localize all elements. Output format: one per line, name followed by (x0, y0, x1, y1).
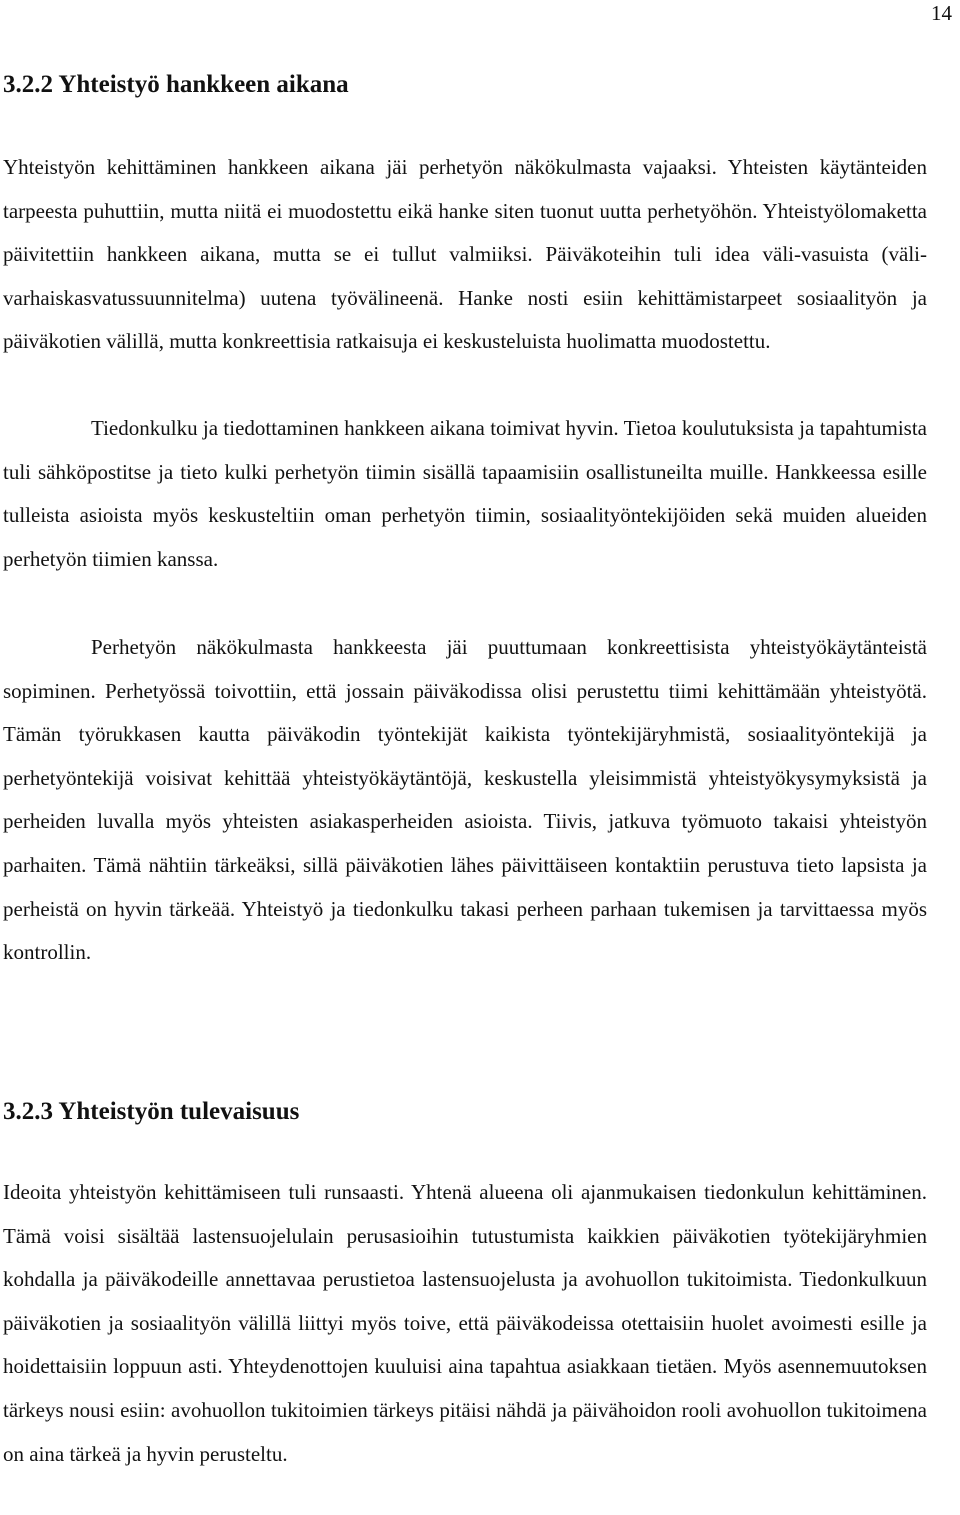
paragraph-ideoita-yhteistyon-kehittamiseen: Ideoita yhteistyön kehittämiseen tuli runsaasti. Yhtenä alueena oli ajanmukaisen tiedonkulun kehittäminen. Tämä voisi sisältää lastensuojelulain perusasioihin tutustumista kaikkien päiväkotien työtekijäryhmien kohdalla ja päiväkodeille annettavaa perustietoa lastensuojelusta ja avohuollon tukitoimista. Tiedonkulkuun päiväkotien ja sosiaalityön välillä liittyi myös toive, että päiväkodeissa otettaisiin huolet avoimesti esille ja hoidettaisiin loppuun asti. Yhteydenottojen kuuluisi aina tapahtua asiakkaan tietäen. Myös asennemuutoksen tärkeys nousi esiin: avohuollon tukitoimien tärkeys pitäisi nähdä ja päivähoidon rooli avohuollon tukitoimena on aina tärkeä ja hyvin perusteltu. (3, 1180, 927, 1466)
paragraph-yhteistyon-kehittaminen: Yhteistyön kehittäminen hankkeen aikana jäi perhetyön näkökulmasta vajaaksi. Yhteisten käytänteiden tarpeesta puhuttiin, mutta niitä ei muodostettu eikä hanke siten tuonut uutta perhetyöhön. Yhteistyölomaketta päivitettiin hankkeen aikana, mutta se ei tullut valmiiksi. Päiväkoteihin tuli idea väli-vasuista (väli-varhaiskasvatussuunnitelma) uutena työvälineenä. Hanke nosti esiin kehittämistarpeet sosiaalityön ja päiväkotien välillä, mutta konkreettisia ratkaisuja ei keskusteluista huolimatta muodostettu. (3, 155, 927, 354)
section-heading-yhteistyo-hankkeen-aikana: 3.2.2 Yhteistyö hankkeen aikana (3, 71, 349, 98)
paragraph-perhetyon-nakokulma: Perhetyön näkökulmasta hankkeesta jäi puuttumaan konkreettisista yhteistyökäytänteistä sopiminen. Perhetyössä toivottiin, että jossain päiväkodissa olisi perustettu tiimi kehittämään yhteistyötä. Tämän työrukkasen kautta päiväkodin työntekijät kaikista työntekijäryhmistä, sosiaalityöntekijä ja perhetyöntekijä voisivat kehittää yhteistyökäytäntöjä, keskustella yleisimmistä yhteistyökysymyksistä ja perheiden luvalla myös yhteisten asiakasperheiden asioista. Tiivis, jatkuva työmuoto takaisi yhteistyön parhaiten. Tämä nähtiin tärkeäksi, sillä päiväkotien lähes päivittäiseen kontaktiin perustuva tieto lapsista ja perheistä on hyvin tärkeää. Yhteistyö ja tiedonkulku takasi perheen parhaan tukemisen ja tarvittaessa myös kontrollin. (3, 635, 927, 965)
page-number: 14 (931, 1, 952, 25)
section-heading-yhteistyon-tulevaisuus: 3.2.3 Yhteistyön tulevaisuus (3, 1098, 300, 1125)
paragraph-tiedonkulku: Tiedonkulku ja tiedottaminen hankkeen aikana toimivat hyvin. Tietoa koulutuksista ja tapahtumista tuli sähköpostitse ja tieto kulki perhetyön tiimin sisällä tapaamisiin osallistuneilta muille. Hankkeessa esille tulleista asioista myös keskusteltiin oman perhetyön tiimin, sosiaalityöntekijöiden sekä muiden alueiden perhetyön tiimien kanssa. (3, 416, 927, 571)
